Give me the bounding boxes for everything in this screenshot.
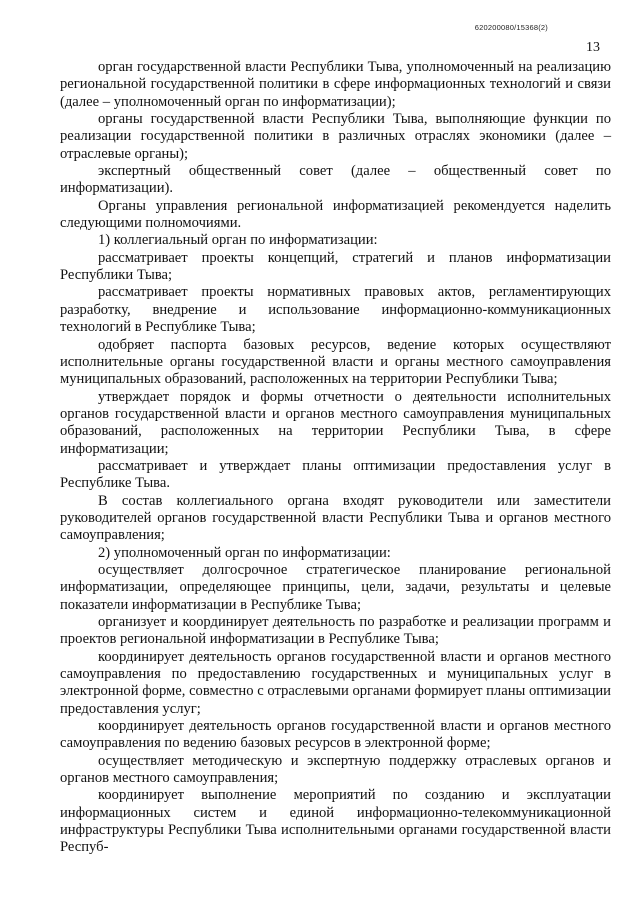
paragraph: рассматривает и утверждает планы оптимизации предоставления услуг в Республике Тыва. [60, 457, 611, 492]
paragraph: В состав коллегиального органа входят руководители или заместители руководителей органов государственной власти Республики Тыва и органов местного самоуправления; [60, 492, 611, 544]
paragraph: осуществляет долгосрочное стратегическое планирование региональной информатизации, определяющее принципы, цели, задачи, результаты и целевые показатели информатизации в Республике Тыва; [60, 561, 611, 613]
page-number: 13 [586, 40, 600, 55]
paragraph: рассматривает проекты нормативных правовых актов, регламентирующих разработку, внедрение и использование информационно-коммуникационных технологий в Республике Тыва; [60, 284, 611, 336]
paragraph: органы государственной власти Республики Тыва, выполняющие функции по реализации государственной политики в различных отраслях экономики (далее – отраслевые органы); [60, 111, 611, 162]
paragraph: Органы управления региональной информатизацией рекомендуется наделить следующими полномочиями. [60, 197, 611, 232]
paragraph: организует и координирует деятельность по разработке и реализации программ и проектов региональной информатизации в Республике Тыва; [60, 614, 611, 648]
list-heading: 2) уполномоченный орган по информатизации: [98, 544, 391, 561]
paragraph: рассматривает проекты концепций, стратегий и планов информатизации Республики Тыва; [60, 249, 611, 284]
paragraph: осуществляет методическую и экспертную поддержку отраслевых органов и органов местного самоуправления; [60, 752, 611, 787]
paragraph: утверждает порядок и формы отчетности о деятельности исполнительных органов государственной власти и органов местного самоуправления муниципальных образований, расположенных на территории Республики Тыва, в сфере информатизации; [60, 388, 611, 457]
document-body [60, 59, 611, 857]
paragraph: одобряет паспорта базовых ресурсов, ведение которых осуществляют исполнительные органы государственной власти и органы местного самоуправления муниципальных образований, расположенных на территории Республики Тыва; [60, 336, 611, 388]
paragraph: экспертный общественный совет (далее – общественный совет по информатизации). [60, 163, 611, 197]
paragraph: координирует деятельность органов государственной власти и органов местного самоуправления по предоставлению государственных и муниципальных услуг в электронной форме, совместно с отраслевыми органами формирует планы оптимизации предоставления услуг; [60, 648, 611, 717]
document-code: 620200080/15368(2) [474, 23, 548, 32]
paragraph: координирует выполнение мероприятий по созданию и эксплуатации информационных систем и единой информационно-телекоммуникационной инфраструктуры Республики Тыва исполнительными органами государственной власти Респуб- [60, 787, 611, 856]
paragraph: координирует деятельность органов государственной власти и органов местного самоуправления по ведению базовых ресурсов в электронной форме; [60, 718, 611, 752]
paragraph: орган государственной власти Республики Тыва, уполномоченный на реализацию региональной государственной политики в сфере информационных технологий и связи (далее – уполномоченный орган по информатизации); [60, 59, 611, 110]
list-heading: 1) коллегиальный орган по информатизации: [98, 232, 378, 249]
